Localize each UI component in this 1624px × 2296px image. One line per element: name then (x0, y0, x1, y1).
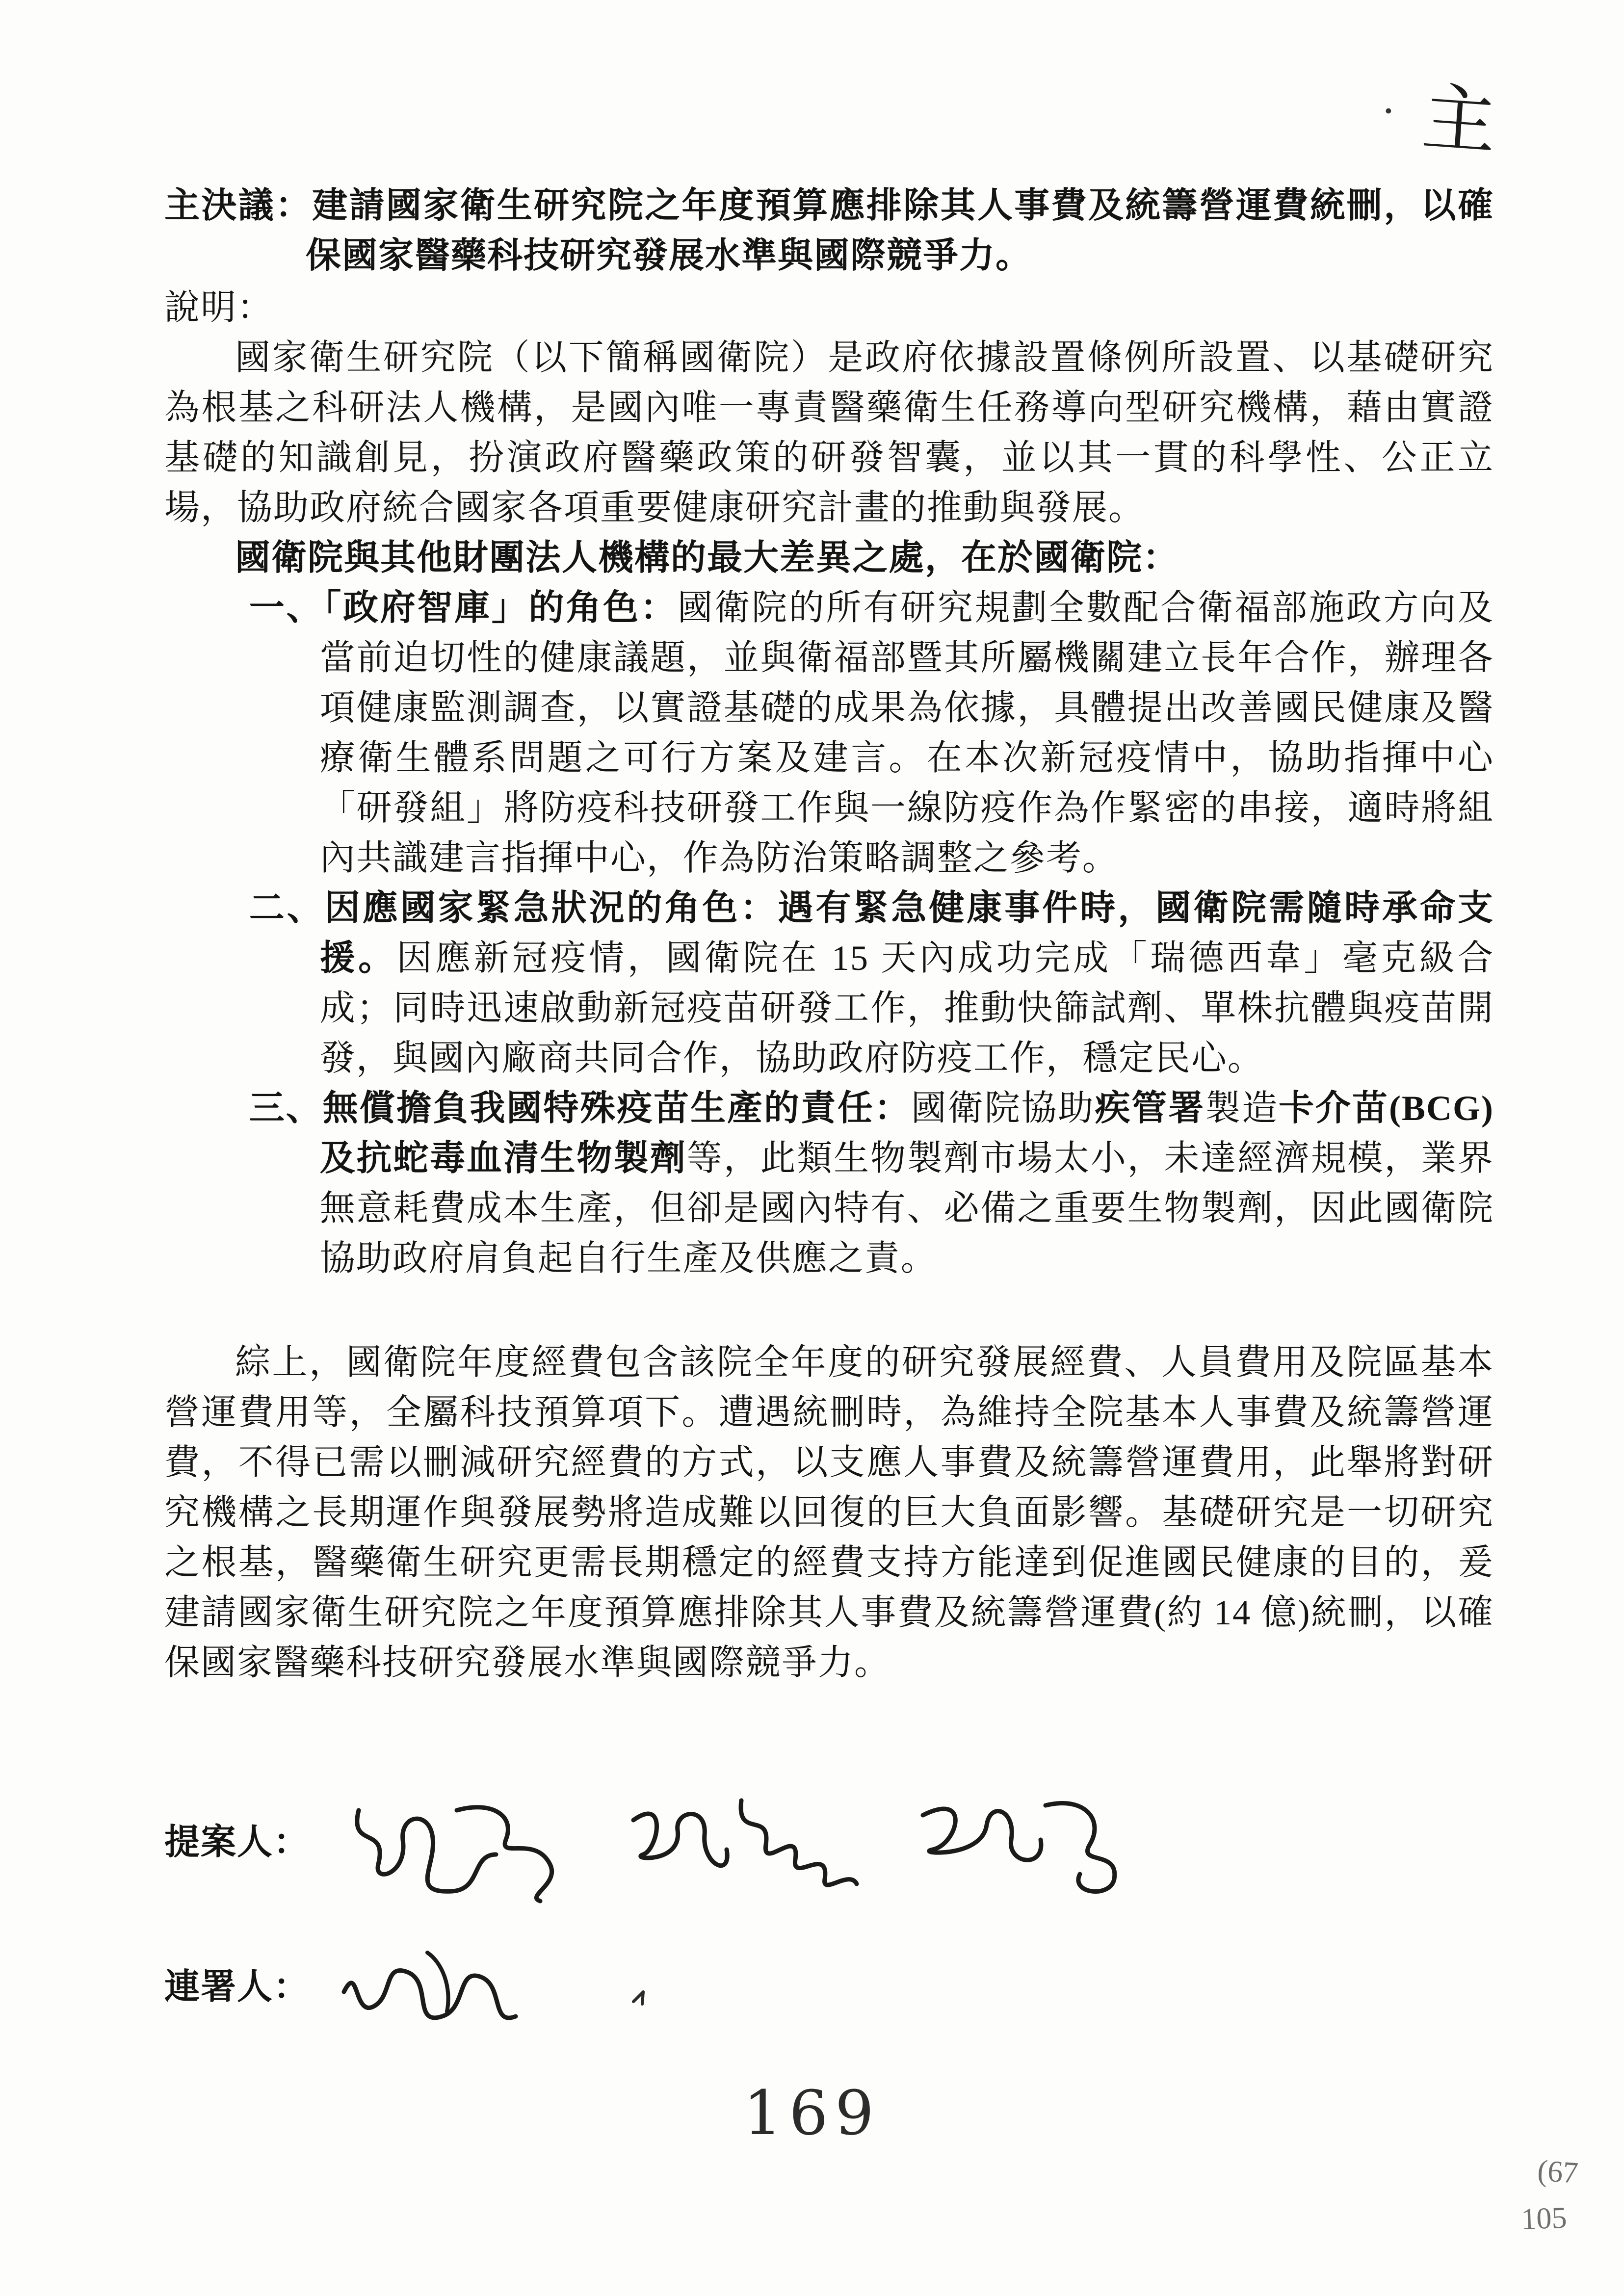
signature-4 (329, 1933, 545, 2041)
list-item-3 (164, 1083, 1494, 1283)
proposer-label: 提案人： (164, 1823, 310, 1862)
list-item-3-number: 三、 (249, 1089, 323, 1128)
handwritten-char: 主 (1419, 77, 1499, 164)
handwritten-dot: · (1379, 86, 1398, 136)
signature-3 (898, 1781, 1134, 1904)
handwritten-check-mark (629, 1982, 663, 2011)
resolution-paragraph (164, 181, 1494, 281)
proposer-signatures (329, 1781, 1134, 1904)
list-item-3-body-post: 等，此類生物製劑市場太小，未達經濟規模，業界無意耗費成本生產，但卻是國內特有、必備之重要生物製劑，因此國衛院協助政府肩負起自行生產及供應之責。 (319, 1139, 1494, 1278)
list-item-2-heading: 因應國家緊急狀況的角色：遇有緊急健康事件時，國衛院需隨時承命支援。 (319, 888, 1494, 978)
document-body (164, 181, 1494, 2041)
list-item-1-body: 國衛院的所有研究規劃全數配合衛福部施政方向及當前迫切性的健康議題，並與衛福部暨其所屬機關建立長年合作，辦理各項健康監測調查，以實證基礎的成果為依據，具體提出改善國民健康及醫療衛生體系問題之可行方案及建言。在本次新冠疫情中，協助指揮中心「研發組」將防疫科技研發工作與一線防疫作為作緊密的串接，適時將組內共識建言指揮中心，作為防治策略調整之參考。 (319, 588, 1494, 878)
closing-paragraph: 綜上，國衛院年度經費包含該院全年度的研究發展經費、人員費用及院區基本營運費用等，全屬科技預算項下。遭遇統刪時，為維持全院基本人事費及統籌營運費，不得已需以刪減研究經費的方式，以支應人事費及統籌營運費用，此舉將對研究機構之長期運作與發展勢將造成難以回復的巨大負面影響。基礎研究是一切研究之根基，醫藥衛生研究更需長期穩定的經費支持方能達到促進國民健康的目的，爰建請國家衛生研究院之年度預算應排除其人事費及統籌營運費(約 14 億)統刪，以確保國家醫藥科技研究發展水準與國際競爭力。 (164, 1343, 1494, 1682)
list-item-3-body-bold-2: 卡介苗(BCG)及抗蛇毒血清生物製劑 (319, 1089, 1494, 1178)
list-item-1-number: 一、 (249, 588, 324, 627)
handwritten-annotation-bottom-right (1520, 2146, 1586, 2244)
page-number: 169 (743, 2078, 881, 2149)
cosigner-signatures (329, 1933, 663, 2041)
list-item-3-body-mid: 製造 (1205, 1089, 1279, 1128)
proposer-row (164, 1781, 1494, 1904)
list-item-3-body-pre: 國衛院協助 (911, 1089, 1095, 1128)
handwritten-annotation-top-right (1378, 55, 1500, 169)
signature-2 (614, 1781, 869, 1904)
signature-1 (329, 1781, 584, 1904)
subhead: 國衛院與其他財團法人機構的最大差異之處，在於國衛院： (235, 538, 1179, 577)
handwritten-note-1: (67 (1536, 2154, 1579, 2190)
list-item-3-heading: 無償擔負我國特殊疫苗生產的責任： (322, 1089, 911, 1128)
explanation-label: 說明： (164, 288, 274, 327)
list-item-2 (164, 883, 1494, 1083)
handwritten-note-2: 105 (1520, 2201, 1568, 2236)
cosigner-label: 連署人： (164, 1967, 310, 2007)
list-item-2-body: 因應新冠疫情，國衛院在 15 天內成功完成「瑞德西韋」毫克級合成；同時迅速啟動新冠疫苗研發工作，推動快篩試劑、單株抗體與疫苗開發，與國內廠商共同合作，協助政府防疫工作，穩定民心。 (319, 939, 1494, 1078)
list-item-1-heading: 「政府智庫」的角色： (323, 588, 678, 627)
list-item-1 (164, 583, 1494, 883)
list-item-3-body-bold-1: 疾管署 (1095, 1089, 1205, 1128)
list-item-2-number: 二、 (249, 888, 325, 928)
resolution-label: 主決議： (164, 186, 313, 225)
cosigner-row (164, 1933, 1494, 2041)
resolution-text: 建請國家衛生研究院之年度預算應排除其人事費及統籌營運費統刪，以確保國家醫藥科技研究發展水準與國際競爭力。 (306, 186, 1494, 275)
paragraph-1: 國家衛生研究院（以下簡稱國衛院）是政府依據設置條例所設置、以基礎研究為根基之科研法人機構，是國內唯一專責醫藥衛生任務導向型研究機構，藉由實證基礎的知識創見，扮演政府醫藥政策的研發智囊，並以其一貫的科學性、公正立場，協助政府統合國家各項重要健康研究計畫的推動與發展。 (164, 338, 1494, 527)
